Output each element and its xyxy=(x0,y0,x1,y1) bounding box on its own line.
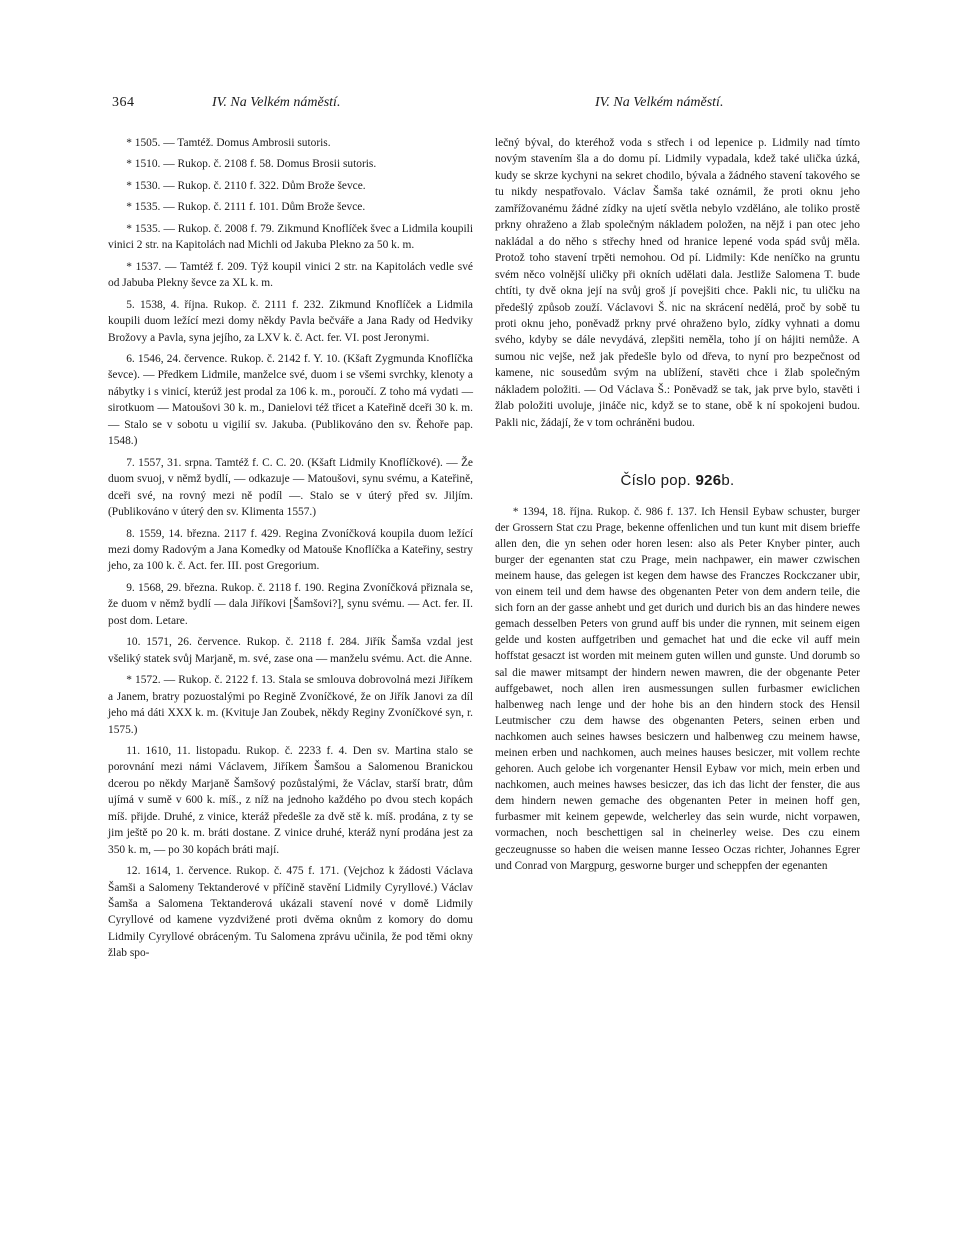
left-column xyxy=(108,135,473,967)
entry-1537: * 1537. — Tamtéž f. 209. Týž koupil vinici 2 str. na Kapitolách vedle své od Jabuba Plekny ševce za XL k. m. xyxy=(108,260,473,290)
running-head-right: IV. Na Velkém náměstí. xyxy=(595,95,724,110)
entry-1535-b: * 1535. — Rukop. č. 2008 f. 79. Zikmund Knoflíček švec a Lidmila koupili vinici 2 str. na Kapitolách nad Michli od Jakuba Plekno za 50 k. m. xyxy=(108,222,473,252)
section-title-suffix: b. xyxy=(721,472,735,490)
entry-1505: * 1505. — Tamtéž. Domus Ambrosii sutoris. xyxy=(126,137,331,149)
page-number: 364 xyxy=(112,95,135,110)
section-title xyxy=(495,473,860,489)
entry-10-1571: 10. 1571, 26. července. Rukop. č. 2118 f. 284. Jiřík Šamša vzdal jest všeliký statek svůj Marjaně, m. své, zase ona — manželu svému. Act. die Anne. xyxy=(108,636,473,665)
entry-7-1557: 7. 1557, 31. srpna. Tamtéž f. C. C. 20. (Kšaft Lidmily Knoflíčkové). — Že duom svuoj, v němž bydlí, — odkazuje — Matoušovi, synu svému, a Kateřině, dceři své, na rovný mezi ně podíl —. Stalo se v úterý před sv. Jiljím. (Publikováno v úterý den sv. Klimenta 1557.) xyxy=(108,456,473,519)
continuation-paragraph: lečný býval, do kteréhož voda s střech i od lepenice p. Lidmily nad tímto novým stavením šla a do domu pí. Lidmily vypadala, kdež také ulička úzká, kudy se skrze kychyni na sekret chodilo, bývala a žádného stavení takového se tu nikdy nespatřovalo. Václav Šamša také oznámil, že proti oknu jeho zamřížovanému žádné zídky na ujetí světla nebylo vzděláno, ale toliko prostě prkny ohraženo a žlab společným nákladem položen, na nějž i pan otec jeho nakládal a do něho s střechy hned od hranice lepené voda spád svůj měla. Protož toho stavení trpěti nemohou. Od pí. Lidmily: Kde neníčko na gruntu svém něco volnější uličky při okních udělati dala. Jestliže Salomena T. bude chtíti, ty dvě okna její na svůj groš jí povejšiti chce. Pakli nic, tu uličku na předešlý způsob zouží. Václavovi Š. nic na skrácení nedělá, proč by sobě tu proti oknu jeho, poněvadž prkny prvé ohraženo bylo, zídky vyhnati a domu svého, kdyby se dále nevydává, zlepšiti neměla, toho jí on hájiti nemůže. A sumou nic vejše, než jak předešle bylo od dřeva, to nyní pro bezpečnost od kamene, nic sousedům svým na ublížení, stavěti chce i žlab společným nákladem položiti. — Od Václava Š.: Poněvadž se tak, jak prve bylo, stavěti i žlab položiti uvoluje, jináče nic, když se to stane, obě k ní spokojeni budou. Pakli nic, žádají, že v tom ochráněni budou. xyxy=(495,137,860,429)
entry-1530: * 1530. — Rukop. č. 2110 f. 322. Dům Brože ševce. xyxy=(126,179,366,192)
entry-1572: * 1572. — Rukop. č. 2122 f. 13. Stala se smlouva dobrovolná mezi Jiříkem a Janem, bratry pozuostalými po Regině Zvoníčkové, že on Jiřík Janovi za díl jeho má dáti XXX k. m. (Kvituje Jan Zoubek, někdy Reginy Zvoníčkové syn, r. 1575.) xyxy=(108,674,473,736)
page-header xyxy=(100,95,860,119)
entry-1535-a: * 1535. — Rukop. č. 2111 f. 101. Dům Brože ševce. xyxy=(126,201,366,214)
entry-1394: * 1394, 18. října. Rukop. č. 986 f. 137. Ich Hensil Eybaw schuster, burger der Grossern Stat czu Prage, bekenne offenlichen und tun kunt mit disem brieffe allen den, die yn sehen oder horen lesen: also als Peter Knyber pinter, auch burger der egenanten stat czu Prage, mein nachpawer, ein mawer czwischen meinem hause, das gelegen ist kegen dem hawse des Franczes Rockczaner ubir, von einem teil und dem hawse des obgenanten Peter von dem andern teile, die sich forn an der gasse anhebt und get durich und durich bis an das hindere newes gemach desselben Peters von grund auff bis under die rynnen, mit seinem eigen gelde und kosten auffgetriben und gemachet hat und die ecke vil auff mein hoffstat gesaczt ist worden mit meinem guten willen und gunste. Und dorumb so sal die mawer mitsampt der hindern newen mawren, die der obgenante Peter auffgebawet, noch allen iren ausmessungen sullen furbasmer ewiclichen halbenweg nach lenge und der hohe bis an den hindern stock des Hensil Leutmischer czu dem hawse des obgenanten Peters, seinen erben und nachkomen auch seines hawses besiczern und halbenweg czu meinem hawse, meinen erben und nachkomen, auch meines hauses besiczer, mit vollem rechte gehoren. Auch gelobe ich vorgenanter Hensil Eybaw vor mich, mein erben und nachkomen, auch meines hawses besiczer, das ich das licht der fenster, die aus dem hindern newen gemache des obgenanten Peter in meinen hoff gen, furbasmer mit keinem gepewde, welcherley das sein wurde, nicht vorpawen, vormachen, noch beschettigen sal in cheinerley weise. Des czu einem geczeugnusse so haben die weisen manne Iesseo Oczas richter, Johannes Egrer und Conrad von Margpurg, gesworne burger und scheppfen der egenanten xyxy=(495,505,860,872)
section-title-number: 926 xyxy=(695,472,722,490)
section-title-prefix: Číslo pop. xyxy=(620,472,691,490)
entry-1510: * 1510. — Rukop. č. 2108 f. 58. Domus Brosii sutoris. xyxy=(126,158,377,171)
running-head-left: IV. Na Velkém náměstí. xyxy=(212,95,341,110)
entry-12-1614: 12. 1614, 1. července. Rukop. č. 475 f. 171. (Vejchoz k žádosti Václava Šamši a Salomeny Tektanderové v příčině stavění Lidmily Cyryllové.) Václav Šamša a Salomena Tektanderová ukázali stavení nové v domě Lidmily Cyryllové od kamene vyzdvižené proti dvěma oknům z komory do domu Lidmily Cyryllové obráceným. Tu Salomena zprávu učinila, že pod těmi okny žlab spo- xyxy=(108,865,473,960)
entry-9-1568: 9. 1568, 29. března. Rukop. č. 2118 f. 190. Regina Zvoníčková přiznala se, že duom v němž bydlí — dala Jiříkovi [Šamšovi?], synu svému. — Act. fer. II. post dom. Letare. xyxy=(108,581,473,627)
right-column xyxy=(495,135,860,880)
entry-6-1546: 6. 1546, 24. července. Rukop. č. 2142 f. Y. 10. (Kšaft Zygmunda Knoflíčka ševce). — Předkem Lidmile, manželce své, duom i se všemi svrchky, klenoty a nábytky i s vinicí, kterúž jest prodal za 106 k. m., poroučí. Z toho má vydati — sirotkuom — Matoušovi 30 k. m., Danielovi též třicet a Kateřině dceři 30 k. m. — Stalo se v sobotu u vigilií sv. Jakuba. (Publikováno den sv. Řehoře pap. 1548.) xyxy=(108,352,473,448)
entry-8-1559: 8. 1559, 14. března. 2117 f. 429. Regina Zvoníčková koupila duom ležící mezi domy Radovým a Jana Komedky od Matouše Knoflíčka a Kateřiny, sestry jeho, za 100 k. č. Act. fer. III. post Gregorium. xyxy=(108,527,473,573)
entry-11-1610: 11. 1610, 11. listopadu. Rukop. č. 2233 f. 4. Den sv. Martina stalo se porovnání mezi námi Václavem, Jiříkem Šamšou a Salomenou Branickou dcerou po někdy Marjaně Šamšový pozůstalými, že Václav, starší bratr, dům ujímá v sumě v 600 k. míš., z níž na jednoho každého po dvou stech kopách míš. přijde. Druhé, z vinice, kteráž předešle za dvě stě k. míš. prodána, z ty se jim ještě po 20 k. m. bráti dostane. Z vinice druhé, kteráž nyní prodána jest za 350 k. m, — po 30 kopách bráti mají. xyxy=(108,744,473,856)
entry-5-1538: 5. 1538, 4. října. Rukop. č. 2111 f. 232. Zikmund Knoflíček a Lidmila koupili duom ležící mezi domy někdy Pavla bečváře a Jana Rady od Hedviky Brožovy a Pavla, syna jejího, za LXV k. č. Act. fer. VI. post Jeronymi. xyxy=(108,298,473,344)
